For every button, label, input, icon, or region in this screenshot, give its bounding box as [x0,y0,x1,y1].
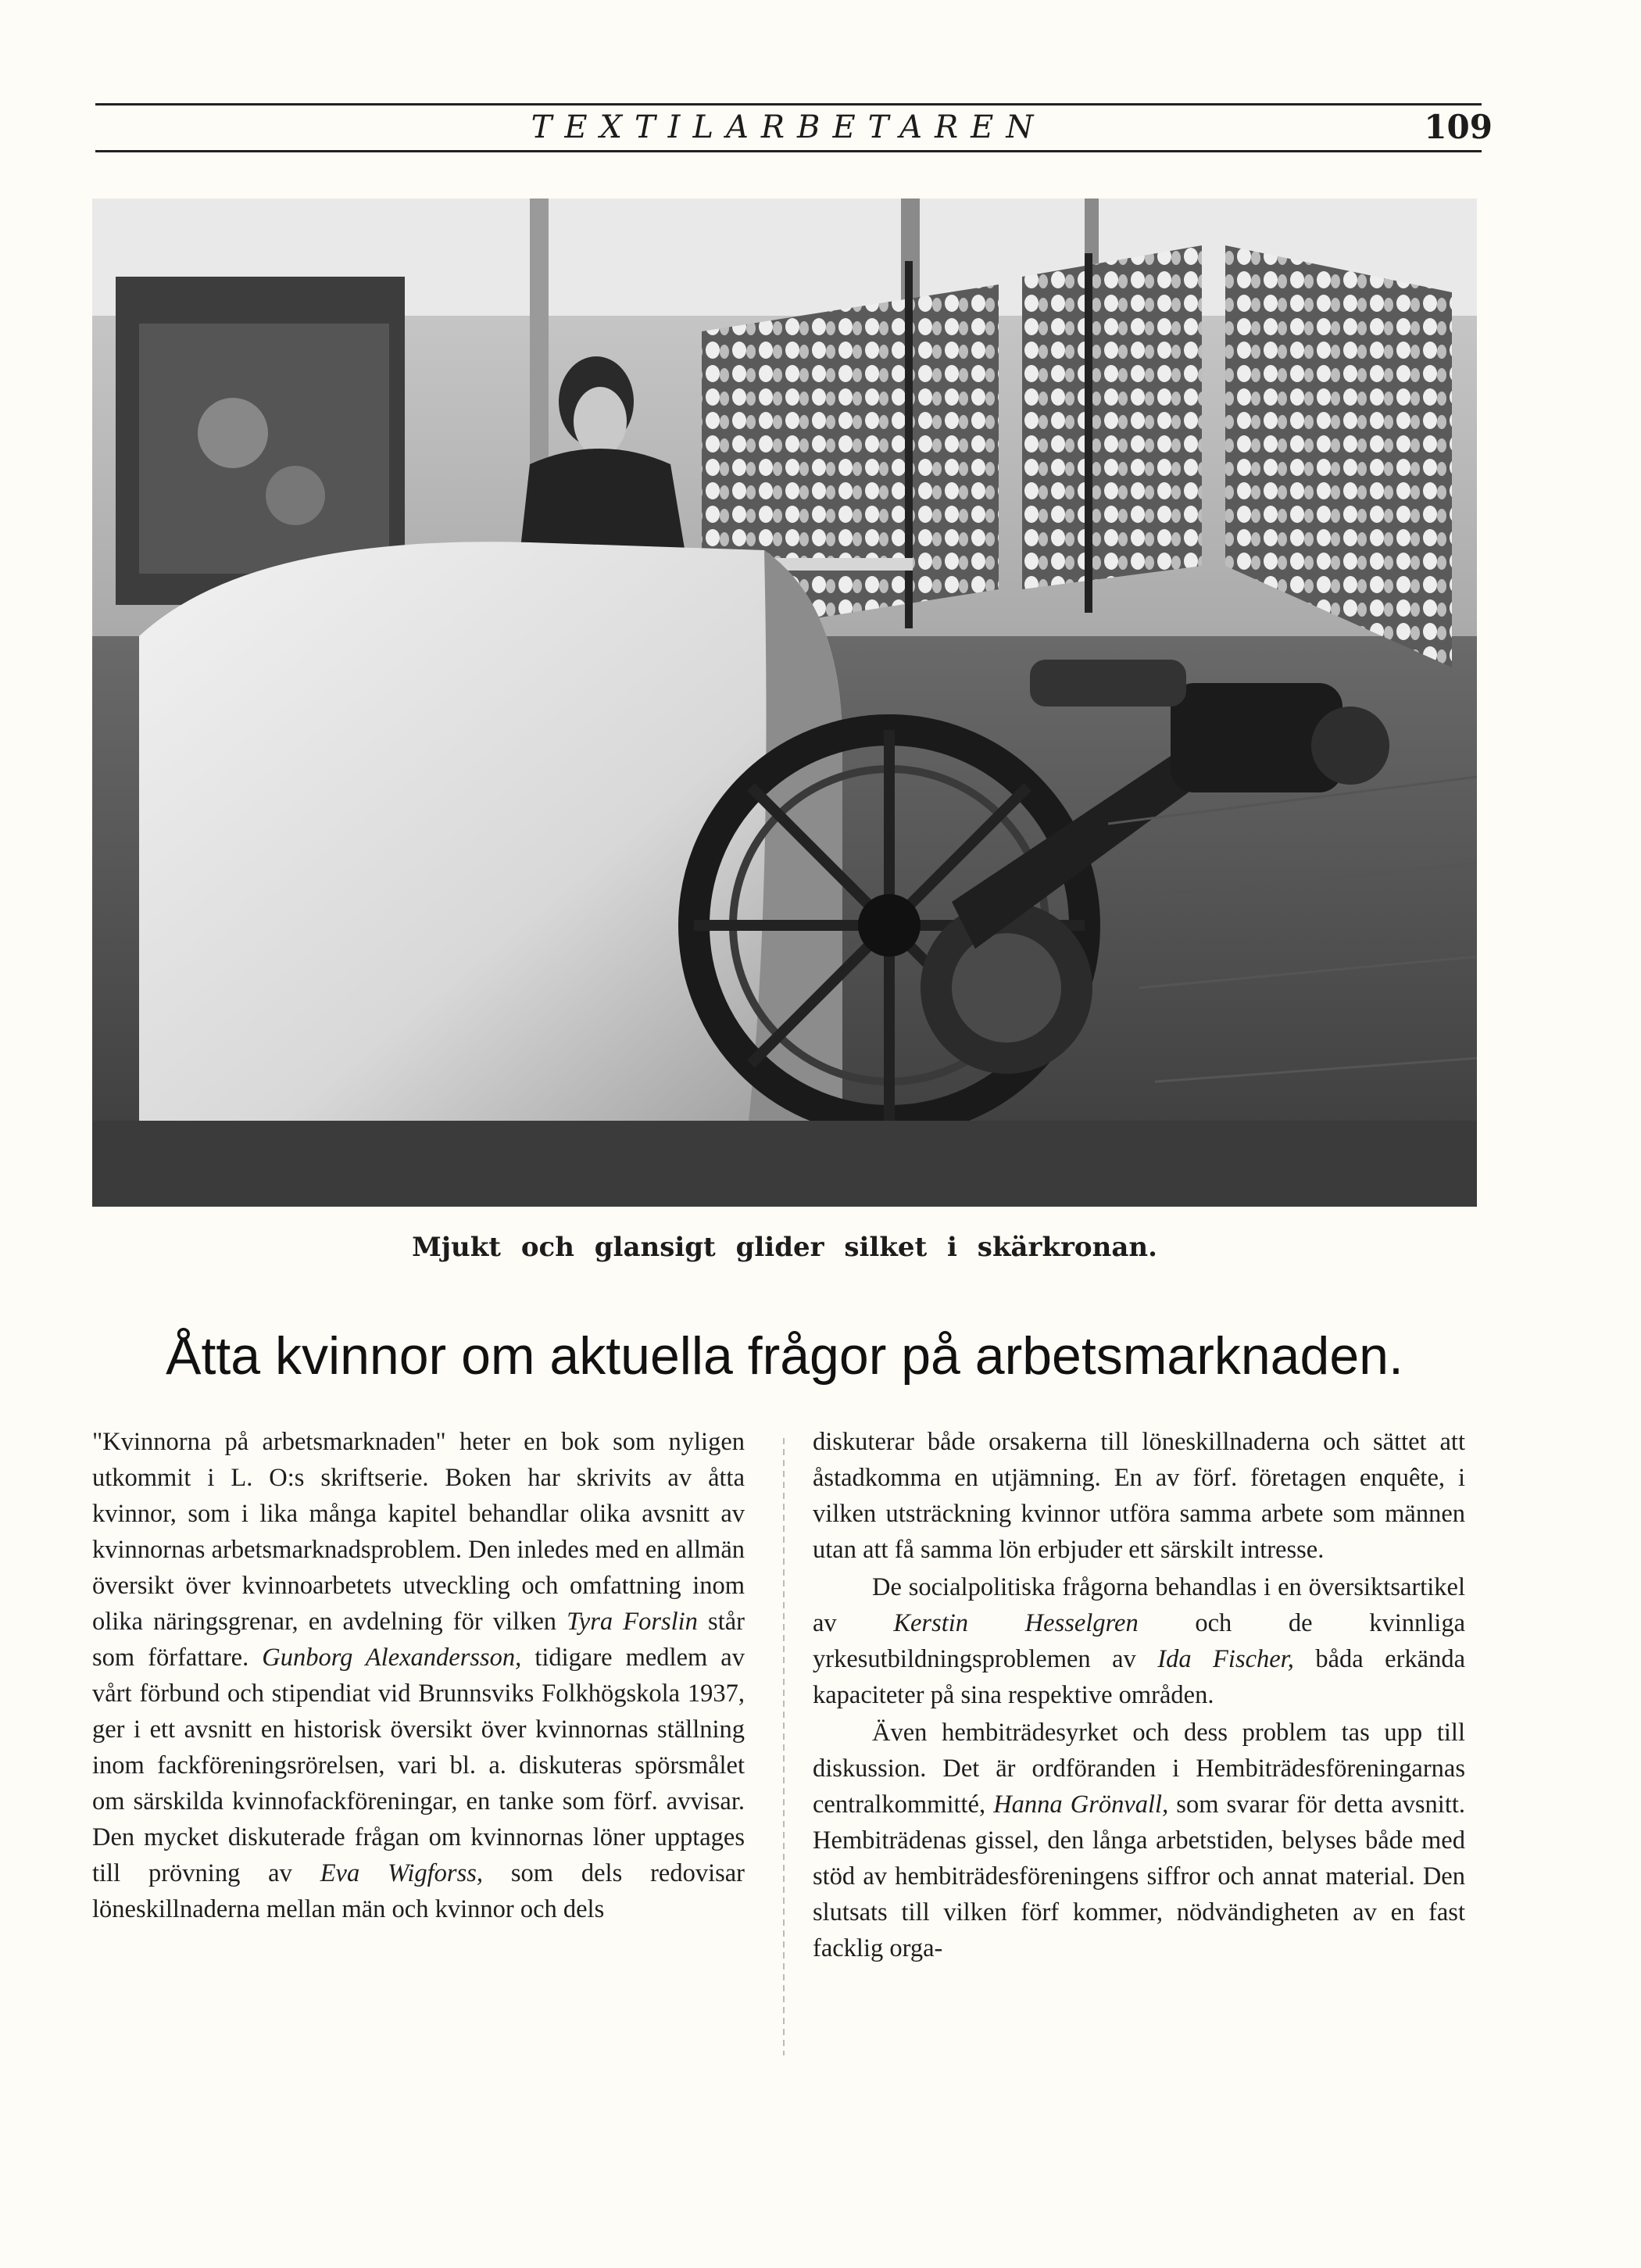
header-rule-bottom [95,150,1482,152]
paragraph: diskuterar både orsakerna till löneskillnaderna och sättet att åstadkomma en utjämning. En av förf. företagen enquête, i vilken utsträckning kvinnor utföra samma arbete som männen utan att få samma lön erbjuder ett särskilt intresse. [813,1428,1465,1564]
author-name: Ida Fischer, [1157,1645,1294,1673]
author-name: Eva Wigforss, [320,1859,483,1887]
text-run: som dels redovisar löneskillnaderna mellan män och kvinnor och dels [92,1859,745,1923]
page-number: 109 [1424,108,1493,146]
text-run: båda erkända kapaciteter på sina respektive områden. [813,1645,1465,1709]
text-run: står som författare. [92,1608,745,1672]
author-name: Gunborg Alexandersson, [262,1644,522,1672]
header-rule-top [95,103,1482,106]
running-title: TEXTILARBETAREN [531,109,1046,145]
factory-photograph [92,199,1477,1207]
photo-caption: Mjukt och glansigt glider silket i skärkronan. [412,1232,1157,1263]
text-run: och de kvinnliga yrkesutbildningsproblemen av [813,1609,1465,1673]
text-run: som svarar för detta avsnitt. Hembiträdenas gissel, den långa arbetstiden, belyses både med stöd av hembiträdesföreningens siffror och annat material. Den slutsats till vilken förf kommer, nödvändigheten av en fast facklig orga- [813,1790,1465,1962]
text-run: Även hembiträdesyrket och dess problem tas upp till diskussion. Det är ordföranden i Hembiträdesföreningarnas centralkommitté, [813,1719,1465,1819]
author-name: Hanna Grönvall, [993,1790,1169,1819]
text-run: "Kvinnorna på arbetsmarknaden" heter en bok som nyligen utkommit i L. O:s skriftserie. Boken har skrivits av åtta kvinnor, som i lika många kapitel behandlar olika avsnitt av kvinnornas arbetsmarknadsproblem. Den inledes med en allmän översikt över kvinnoarbetets utveckling och omfattning inom olika näringsgrenar, en avdelning för vilken [92,1428,745,1636]
article-column-right [813,1424,1465,1966]
text-run: De socialpolitiska frågorna behandlas i en översiktsartikel av [813,1573,1465,1637]
paragraph [92,1424,745,1927]
author-name: Tyra Forslin [567,1608,698,1636]
paragraph [813,1715,1465,1966]
article-headline: Åtta kvinnor om aktuella frågor på arbetsmarknaden. [166,1326,1403,1386]
article-column-left [92,1424,745,1927]
column-divider [783,1438,785,2055]
paragraph [813,1569,1465,1713]
text-run: tidigare medlem av vårt förbund och stipendiat vid Brunnsviks Folkhögskola 1937, ger i ett avsnitt en historisk översikt över kvinnornas ställning inom fackföreningsrörelsen, vari bl. a. diskuteras spörsmålet om särskilda kvinnofackföreningar, en tanke som förf. avvisar. Den mycket diskuterade frågan om kvinnornas löner upptages till prövning av [92,1644,745,1887]
author-name: Kerstin Hesselgren [893,1609,1139,1637]
